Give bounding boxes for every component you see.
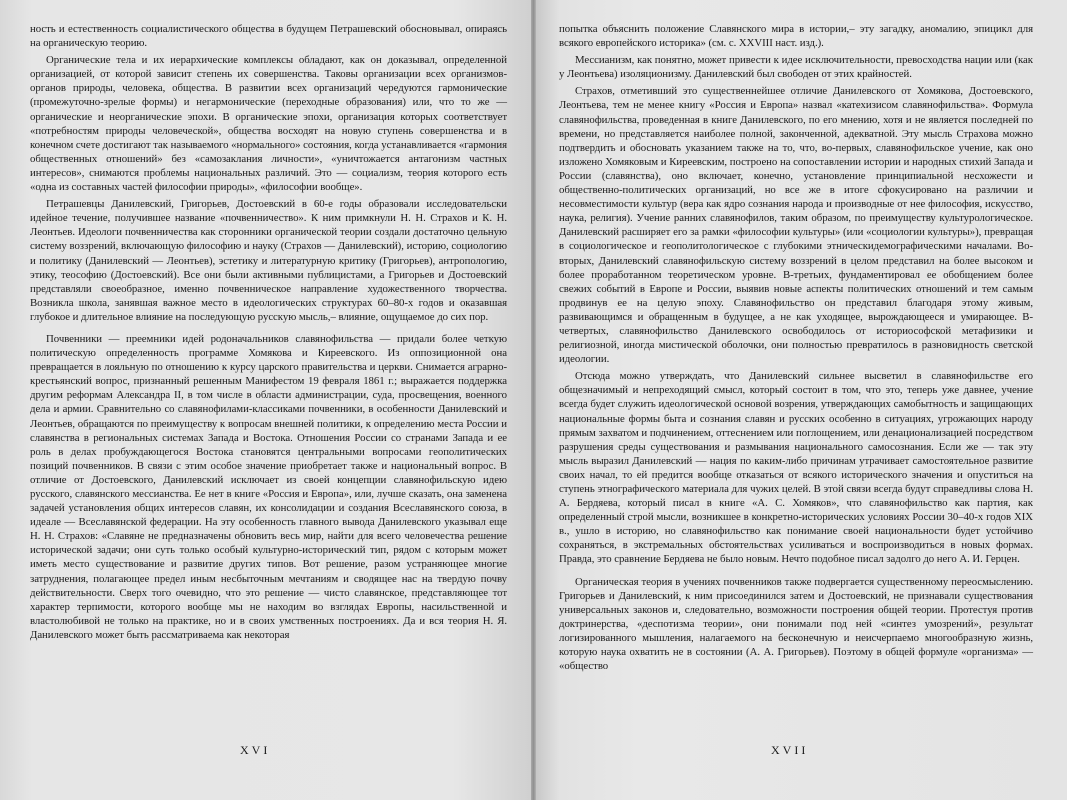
- paragraph: Почвенники — преемники идей родоначальников славянофильства — придали более четкую политическую определенность программе Хомякова и Киреевского. Из оппозиционной она превращается в лояльную по отношению к курсу царского правительства и церкви. Снимается аграрно-крестьянский вопрос, признанный решенным Манифестом 19 февраля 1861 г.; выражается поддержка другим реформам Александра II, в том числе в области администрации, суда, просвещения, военного дела и армии. Сравнительно со славянофилами-классиками почвенники, в особенности Данилевский и Леонтьев, обращаются по преимуществу к вопросам внешней политики, к определению места России и славянства в региональных системах Запада и Востока. Отношения России со странами Запада и ее роль в делах пробуждающегося Востока становятся центральными вопросами геополитических позиций почвенников. В связи с этим особое значение приобретает также и национальный вопрос. В отличие от Достоевского, Данилевский исключает из своей концепции славянофильскую идею русского, славянского мессианства. Ее нет в книге «Россия и Европа», или, лучше сказать, она заменена задачей установления общих интересов славян, их консолидации и создания Всеславянского союза, в идеале — Всеславянской федерации. На эту особенность главного вывода Данилевского указывал еще Н. Н. Страхов: «Славяне не предназначены обновить весь мир, найти для всего человечества решение исторической задачи; они суть только особый культурно-исторический тип, рядом с которым может иметь место существование и развитие других типов. Вот решение, разом устраняющее многие затруднения, полагающее предел иным несбыточным мечтаниям и сводящее нас на твердую почву действительности. Сверх того очевидно, что это решение — чисто славянское, представляющее тот характер терпимости, которого вообще мы не находим во взглядах Европы, насильственной и властолюбивой не только на практике, но и в своих умственных построениях. Да и вся теория Н. Я. Данилевского может быть рассматриваема как некоторая: [30, 332, 507, 641]
- right-page-text: [559, 22, 1033, 673]
- right-page: [533, 0, 1067, 800]
- paragraph: Страхов, отметивший это существеннейшее отличие Данилевского от Хомякова, Достоевского, Леонтьева, тем не менее книгу «Россия и Европа» назвал «катехизисом славянофильства». Формула славянофильства, проведенная в книге Данилевского, по его мнению, хотя и не является последней по времени, но представляется наиболее полной, законченной, адекватной. Эту мысль Страхова можно подтвердить и обосновать указанием также на то, что, во-первых, славянофильское учение, как оно изложено Хомяковым и Киреевским, построено на сопоставлении истории и народных стихий Запада и России (славянства), оно включает, конечно, установление принципиальной несхожести и общественно-политических организаций, но все же в итоге сфокусировано на различии и несовместимости культур (вера как ядро сознания народа и производные от нее философия, искусство, наука, религия). Учение ранних славянофилов, таким образом, по преимуществу культурологическое. Данилевский расширяет его за рамки «философии культуры» (или «социологии культуры»), превращая в социологическое и геополитологическое с глубокими этническидемографическими началами. Во-вторых, Данилевский славянофильскую систему воззрений в целом представил на более высоком и более проработанном теоретическом уровне. В-третьих, фундаментировал ее обобщением более свежих событий в Европе и России, выявив новые аспекты политических отношений и тем самым продвинув ее на целую эпоху. Славянофильство он представил благодаря этому живым, развивающимся и обращенным в будущее, а не как уходящее, вырождающееся и умирающее. В-четвертых, славянофильство Данилевского освободилось от историософской метафизики и религиозной, иногда мистической оболочки, они полностью превратилось в разновидность светской идеологии.: [559, 85, 1033, 366]
- left-page-text: [30, 22, 507, 642]
- paragraph: Отсюда можно утверждать, что Данилевский сильнее высветил в славянофильстве его общезначимый и непреходящий смысл, который состоит в том, что это, теперь уже давнее, учение всегда будет служить идеологической основой возрения, утверждающих самобытность и защищающих национальные формы быта и сознания славян и русских особенно в ситуациях, угрожающих народу прямым захватом и подчинением, оттеснением или поглощением, или денационализацией посредством разрушения среды существования и размывания национального самосознания. Если же — так эту мысль выразил Данилевский — нация по каким-либо причинам утрачивает самостоятельное развитие своих начал, то ей предится вообще отказаться от всякого исторического значения и опуститься на ступень этнографического материала для чужих целей. В этой связи всегда будут справедливы слова Н. А. Бердяева, который писал в книге «А. С. Хомяков», что славянофильство как партия, как определенный строй мысли, возникшее в конкретно-исторических условиях России 30–40-х годов XIX в., ушло в историю, но славянофильство как понимание своей национальности будет устойчиво сохраняться, в экстремальных обстоятельствах усиливаться и воспроизводиться в новых формах. Правда, это сравнение Бердяева не было новым. Нечто подобное писал задолго до него А. И. Герцен.: [559, 370, 1033, 566]
- page-number: XVII: [771, 743, 809, 757]
- paragraph: Органические тела и их иерархические комплексы обладают, как он доказывал, определенной организацией, от которой зависит степень их совершенства. Таковы организации всех организмов-органов природы, человека, общества. В развитии всех организаций чередуются гармонические (промежуточно-зрелые формы) и негармонические (переходные образования) или, что то же — органические и неорганические эпохи. В органические эпохи, организация которых соответствует «потребностям природы человеческой», общества восходят на новую ступень совершенства и в конечном счете достигают так называемого «нормального» состояния, когда устанавливается «гармония общественных отношений» без «самозаклания личности», «уничтожается антагонизм частных интересов», снимаются проблемы национальных различий. Это — социализм, теория которого есть «одна из составных частей философии природы», «философии вообще».: [30, 54, 507, 194]
- left-page: [0, 0, 533, 800]
- paragraph: Петрашевцы Данилевский, Григорьев, Достоевский в 60-е годы образовали исследовательски идейное течение, получившее название «почвенничество». К ним примкнули Н. Н. Страхов и К. Н. Леонтьев. Идеологи почвенничества как сторонники органической теории создали достаточно цельную систему воззрений, включающую философию и науку (Страхов — Данилевский), историю, социологию и политику (Данилевский — Леонтьев), эстетику и литературную критику (Григорьев), антропологию, этику, теософию (Достоевский). Все они были активными публицистами, а Григорьев и Достоевский представляли своеобразное, именно почвенническое направление художественного творчества. Возникла школа, занявшая важное место в идеологических структурах 60–80-х годов и оказавшая глубокое и длительное влияние на последующую русскую мысль,– влияние, ощущаемое до сих пор.: [30, 198, 507, 323]
- paragraph: попытка объяснить положение Славянского мира в истории,– эту загадку, аномалию, эпицикл для всякого европейского историка» (см. с. XXVIII наст. изд.).: [559, 23, 1033, 50]
- paragraph: ность и естественность социалистического общества в будущем Петрашевский обосновывал, опираясь на органическую теорию.: [30, 23, 507, 50]
- book-gutter: [531, 0, 536, 800]
- paragraph: Органическая теория в учениях почвенников также подвергается существенному переосмыслению. Григорьев и Данилевский, к ним присоединился затем и Достоевский, не признавали существования универсальных законов и, следовательно, возможности построения общей теории. Протестуя против доктринерства, «деспотизма теории», они понимали под ней «синтез умозрений», результат логизированного мышления, налагаемого на бесконечную и неисчерпаемо многообразную жизнь, которую наука охватить не в состоянии (А. А. Григорьев). Поэтому в общей формуле «организма» — «общество: [559, 575, 1033, 673]
- paragraph: Мессианизм, как понятно, может привести к идее исключительности, превосходства нации или (как у Леонтьева) изоляционизму. Данилевский был свободен от этих крайностей.: [559, 54, 1033, 81]
- page-number: XVI: [240, 743, 271, 757]
